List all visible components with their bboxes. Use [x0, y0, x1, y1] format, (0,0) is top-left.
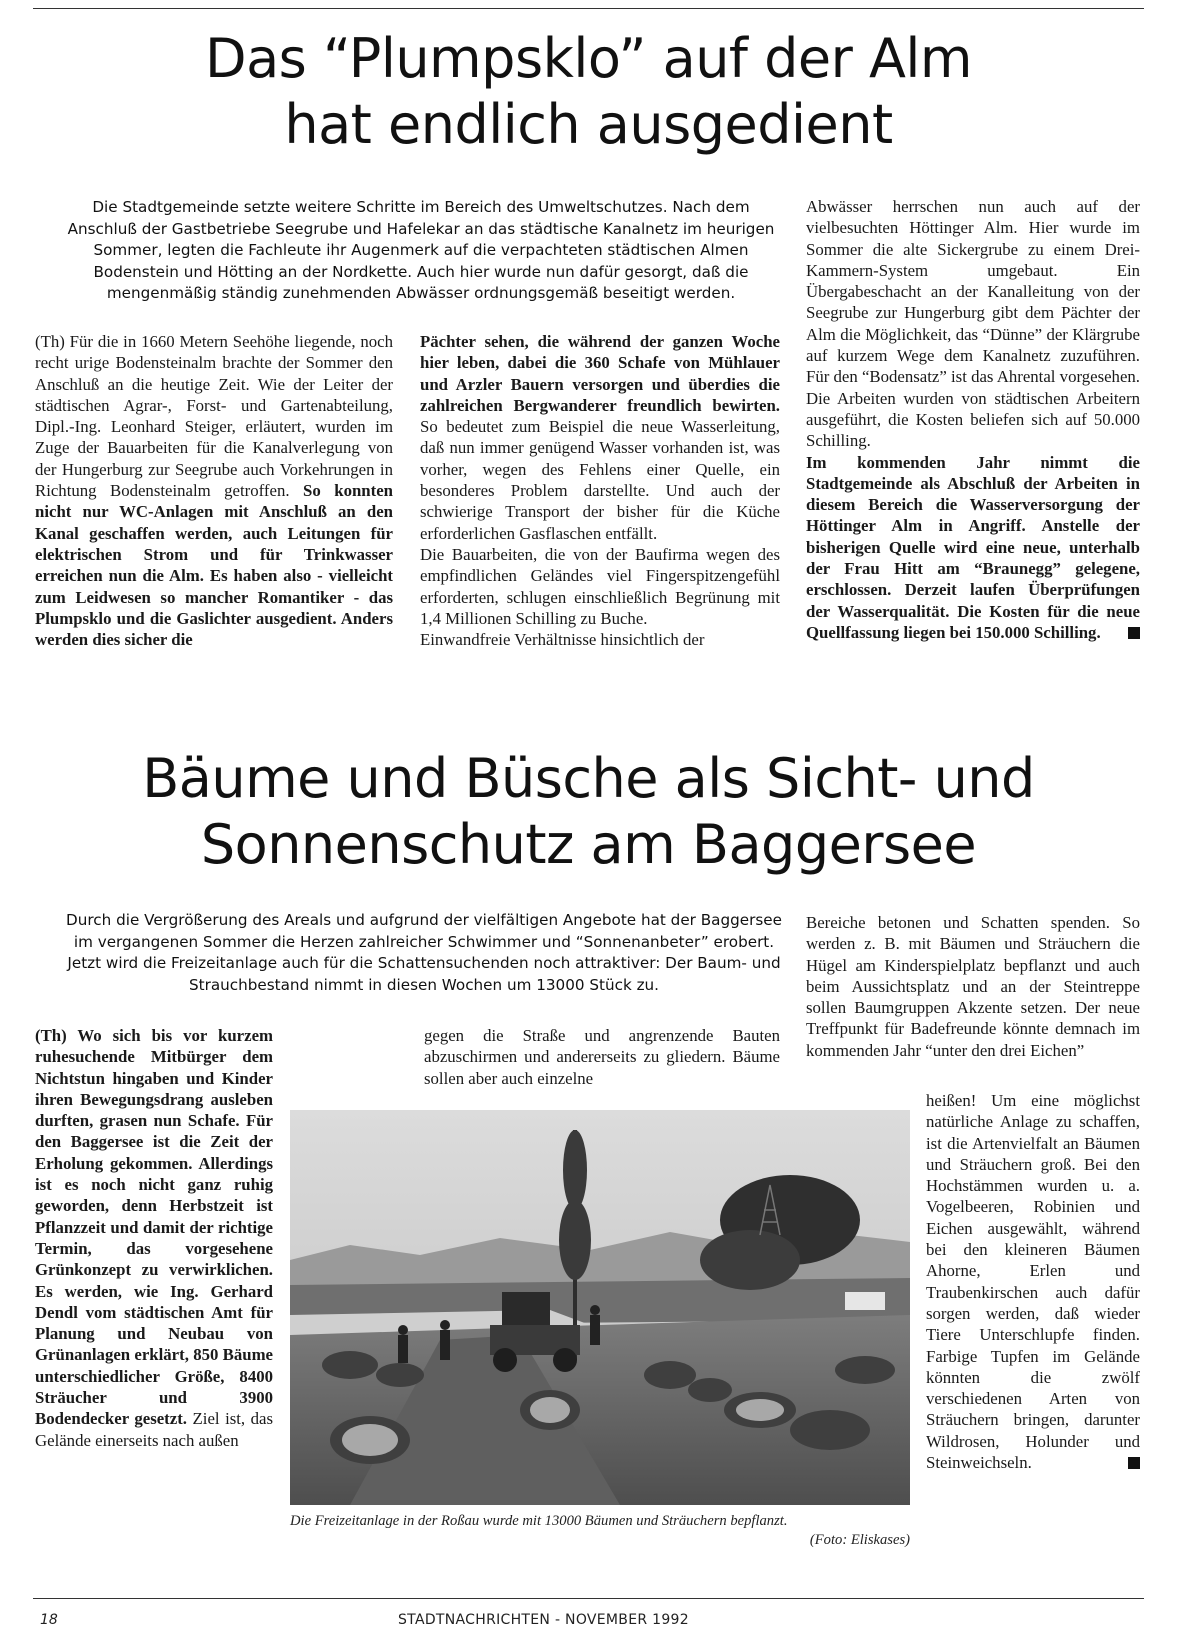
article2-lede: Durch die Vergrößerung des Areals und aufgrund der vielfältigen Angebote hat der Baggersee im vergangenen Sommer die Herzen zahlreicher Schwimmer und “Sonnenanbeter” erobert. Jetzt wird die Freizeitanlage auch für die Schattensuchenden noch attraktiver: Der Baum- und Strauchbestand nimmt in diesen Wochen um 13000 Stück zu.	[66, 911, 782, 994]
article1-col2-text: So bedeutet zum Beispiel die neue Wasserleitung, daß nun immer genügend Wasser vorhanden ist, was vorher, wegen des Fehlens einer Quelle, ein besonderes Problem darstellte. Und auch der schwierige Transport der bisher für die Küche erforderlichen Gasflaschen entfällt.	[420, 417, 780, 543]
article2-col3-bottom-text: heißen! Um eine möglichst natürliche Anlage zu schaffen, ist die Artenvielfalt an Bäumen und Sträuchern groß. Bei den Hochstämmen wurden u. a. Vogelbeeren, Robinien und Eichen ausgewählt, während bei den kleineren Bäumen Ahorne, Erlen und Traubenkirschen auch dafür sorgen werden, daß wieder Tiere Unterschlupfe finden. Farbige Tupfen im Gelände könnten die zwölf verschiedenen Arten von Sträuchern bringen, darunter Wildrosen, Holunder und Steinweichseln.	[926, 1091, 1140, 1473]
photo-park-planting	[290, 1110, 910, 1505]
article2-column-3-bottom	[926, 1090, 1140, 1473]
article1-headline-line2: hat endlich ausgedient	[284, 93, 893, 156]
photo-caption-text: Die Freizeitanlage in der Roßau wurde mit 13000 Bäumen und Sträuchern bepflanzt.	[290, 1513, 788, 1529]
article2-headline	[60, 746, 1117, 878]
publication-title: STADTNACHRICHTEN - NOVEMBER 1992	[398, 1612, 689, 1628]
article2-headline-line1: Bäume und Büsche als Sicht- und	[142, 747, 1035, 810]
article1-column-1	[35, 331, 393, 650]
article2-col1-text: Ziel ist, das Gelände einerseits nach außen	[35, 1409, 274, 1450]
article1-column-2	[420, 331, 780, 650]
photo-credit: (Foto: Eliskases)	[809, 1532, 910, 1548]
article1-col3-text: Abwässer herrschen nun auch auf der vielbesuchten Höttinger Alm. Hier wurde im Sommer die alte Sickergrube zu einem Drei-Kammern-System umgebaut. Ein Übergabeschacht an der Kanalleitung von der Seegrube zur Hungerburg gibt dem Pächter der Alm die Möglichkeit, das “Dünne” der Klärgrube auf kurzem Wege dem Kanalnetz zuzuführen. Für den “Bodensatz” ist das Ahrental vorgesehen. Die Arbeiten wurden von städtischen Arbeitern ausgeführt, die Kosten beliefen sich auf 50.000 Schilling.	[806, 197, 1140, 451]
article1-col3-bold: Im kommenden Jahr nimmt die Stadtgemeinde als Abschluß der Arbeiten in diesem Bereich die Wasserversorgung der Höttinger Alm in Angriff. Anstelle der bisherigen Quelle wird eine neue, unterhalb der Frau Hitt am “Braunegg” gelegene, erschlossen. Derzeit laufen Überprüfungen der Wasserqualität. Die Kosten für die neue Quellfassung liegen bei 150.000 Schilling.	[806, 452, 1140, 642]
end-mark-icon	[1128, 1457, 1140, 1469]
article1-col2-paragraph2: Die Bauarbeiten, die von der Baufirma wegen des empfindlichen Geländes viel Fingerspitzengefühl erforderten, schlugen einschließlich Begrünung mit 1,4 Millionen Schilling zu Buche.	[420, 544, 780, 628]
top-rule	[33, 8, 1144, 9]
end-mark-icon	[1128, 627, 1140, 639]
article2-col3-top-text: Bereiche betonen und Schatten spenden. So werden z. B. mit Bäumen und Sträuchern die Hügel am Kinderspielplatz bepflanzt und auch beim Aussichtsplatz und an der Steintreppe sollen Baumgruppen Akzente setzen. Der neue Treffpunkt für Badefreunde könnte demnach im kommenden Jahr “unter den drei Eichen”	[806, 913, 1140, 1060]
article1-headline-line1: Das “Plumpsklo” auf der Alm	[204, 27, 973, 90]
article1-col2-bold: Pächter sehen, die während der ganzen Woche hier leben, dabei die 360 Schafe von Mühlauer und Arzler Bauern versorgen und überdies die zahlreichen Bergwanderer freundlich bewirten.	[420, 332, 780, 415]
article2-col1-bold: (Th) Wo sich bis vor kurzem ruhesuchende Mitbürger dem Nichtstun hingaben und Kinder ihren Bewegungsdrang ausleben durften, grasen nun Schafe. Für den Baggersee ist die Zeit der Erholung gekommen. Allerdings ist es noch nicht ganz ruhig geworden, denn Herbstzeit ist Pflanzzeit und damit der richtige Termin, das vorgesehene Grünkonzept zu verwirklichen. Es werden, wie Ing. Gerhard Dendl vom städtischen Amt für Planung und Neubau von Grünanlagen erklärt, 850 Bäume unterschiedlicher Größe, 8400 Sträucher und 3900 Bodendecker gesetzt.	[35, 1026, 273, 1429]
article2-column-3-top	[806, 912, 1140, 1061]
article1-col1-text: (Th) Für die in 1660 Metern Seehöhe liegende, noch recht urige Bodensteinalm brachte der Sommer den Anschluß an die heutige Zeit. Wie der Leiter der städtischen Agrar-, Forst- und Gartenabteilung, Dipl.-Ing. Leonhard Steiger, erläutert, wurden im Zuge der Bauarbeiten für die Kanalverlegung von der Hungerburg zur Seegrube auch Vorkehrungen in Richtung Bodensteinalm getroffen.	[35, 332, 393, 501]
article1-lede: Die Stadtgemeinde setzte weitere Schritte im Bereich des Umweltschutzes. Nach dem Anschluß der Gastbetriebe Seegrube und Hafelekar an das städtische Kanalnetz im heurigen Sommer, legten die Fachleute ihr Augenmerk auf die verpachteten städtischen Almen Bodenstein und Hötting an der Nordkette. Auch hier wurde nun dafür gesorgt, daß die mengenmäßig ständig zunehmenden Abwässer ordnungsgemäß beseitigt werden.	[67, 198, 775, 302]
article2-column-1	[35, 1025, 273, 1451]
article1-col2-paragraph3: Einwandfreie Verhältnisse hinsichtlich der	[420, 630, 705, 650]
page-number: 18	[40, 1612, 58, 1628]
footer-rule	[33, 1598, 1144, 1599]
article2-headline-line2: Sonnenschutz am Baggersee	[200, 813, 977, 876]
article2-col2-text: gegen die Straße und angrenzende Bauten abzuschirmen und andererseits zu gliedern. Bäume sollen aber auch einzelne	[424, 1026, 780, 1088]
article1-headline	[60, 26, 1117, 158]
article1-column-3	[806, 196, 1140, 643]
article1-col1-bold: So konnten nicht nur WC-Anlagen mit Anschluß an den Kanal geschaffen werden, auch Leitungen für elektrischen Strom und für Trinkwasser erreichen nun die Alm. Es haben also - vielleicht zum Leidwesen so mancher Romantiker - das Plumpsklo und die Gaslichter ausgedient. Anders werden dies sicher die	[35, 481, 393, 650]
photo-caption	[290, 1512, 910, 1550]
article2-column-2	[424, 1025, 780, 1089]
